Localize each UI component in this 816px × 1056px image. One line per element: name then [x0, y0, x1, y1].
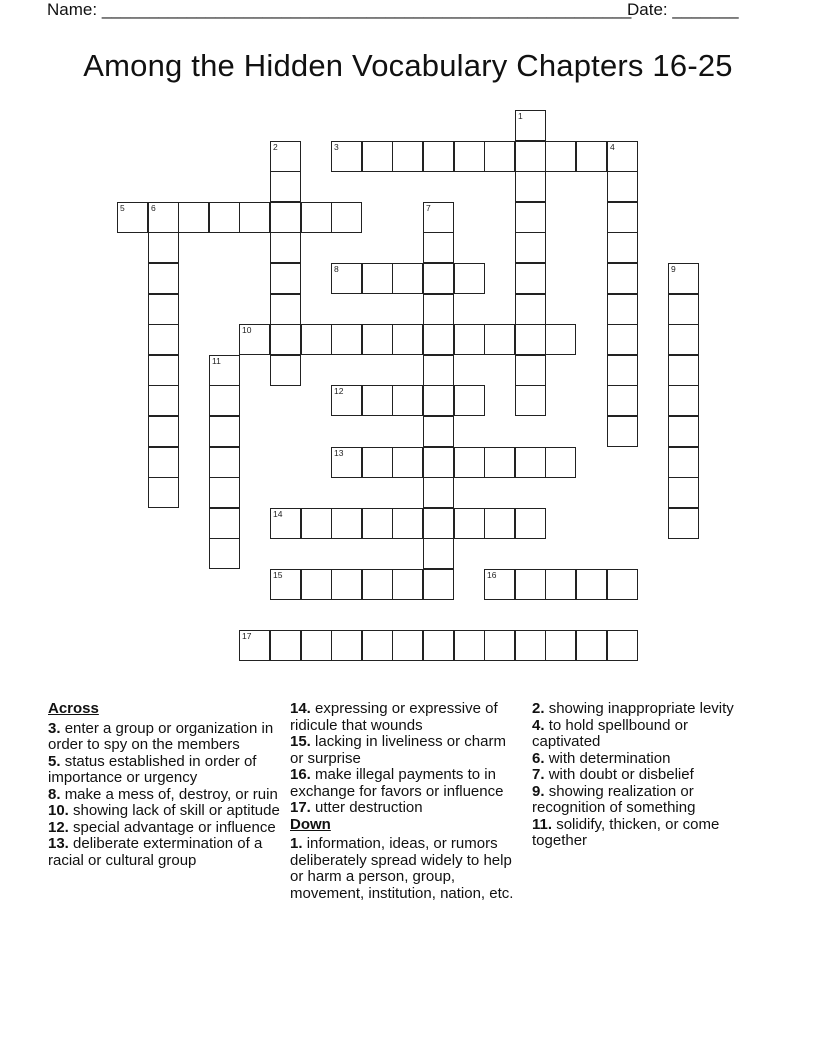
clue-number: 14	[273, 509, 283, 519]
grid-cell[interactable]	[454, 263, 485, 294]
grid-cell[interactable]	[423, 385, 454, 416]
grid-cell[interactable]	[270, 630, 301, 661]
grid-cell[interactable]	[454, 324, 485, 355]
grid-cell[interactable]	[117, 202, 148, 233]
clue-across-17: 17. utter destruction	[290, 799, 423, 816]
grid-cell[interactable]	[362, 569, 393, 600]
grid-cell[interactable]	[331, 324, 362, 355]
grid-cell[interactable]	[148, 447, 179, 478]
date-label: Date:	[627, 0, 668, 19]
clue-number: 5	[120, 203, 125, 213]
grid-cell[interactable]	[515, 508, 546, 539]
grid-cell[interactable]	[515, 355, 546, 386]
grid-cell[interactable]	[515, 385, 546, 416]
grid-cell[interactable]	[423, 630, 454, 661]
grid-cell[interactable]	[301, 508, 332, 539]
grid-cell[interactable]	[362, 508, 393, 539]
grid-cell[interactable]	[515, 110, 546, 141]
grid-cell[interactable]	[301, 202, 332, 233]
clue-number: 11	[212, 356, 221, 366]
grid-cell[interactable]	[239, 630, 270, 661]
grid-cell[interactable]	[148, 232, 179, 263]
grid-cell[interactable]	[423, 355, 454, 386]
grid-cell[interactable]	[515, 232, 546, 263]
clue-number: 8	[334, 264, 339, 274]
clue-down-7: 7. with doubt or disbelief	[532, 766, 694, 783]
grid-cell[interactable]	[668, 477, 699, 508]
grid-cell[interactable]	[423, 569, 454, 600]
grid-cell[interactable]	[515, 294, 546, 325]
grid-cell[interactable]	[545, 569, 576, 600]
grid-cell[interactable]	[545, 630, 576, 661]
grid-cell[interactable]	[454, 508, 485, 539]
grid-cell[interactable]	[331, 447, 362, 478]
grid-cell[interactable]	[515, 569, 546, 600]
name-line: ________________________________________________________	[101, 0, 632, 19]
grid-cell[interactable]	[270, 294, 301, 325]
grid-cell[interactable]	[209, 538, 240, 569]
grid-cell[interactable]	[209, 508, 240, 539]
grid-cell[interactable]	[362, 630, 393, 661]
grid-cell[interactable]	[148, 477, 179, 508]
grid-cell[interactable]	[209, 355, 240, 386]
grid-cell[interactable]	[515, 324, 546, 355]
clue-across-8: 8. make a mess of, destroy, or ruin	[48, 785, 278, 803]
grid-cell[interactable]	[270, 202, 301, 233]
name-label: Name:	[47, 0, 98, 19]
grid-cell[interactable]	[392, 263, 423, 294]
clue-across-13: 13. deliberate extermination of a racial or cultural group	[48, 835, 263, 869]
grid-cell[interactable]	[607, 630, 638, 661]
grid-cell[interactable]	[607, 569, 638, 600]
grid-cell[interactable]	[301, 630, 332, 661]
grid-cell[interactable]	[331, 263, 362, 294]
grid-cell[interactable]	[209, 416, 240, 447]
clue-across-16: 16. make illegal payments to in exchange for favors or influence	[290, 766, 504, 800]
clue-number: 6	[151, 203, 156, 213]
grid-cell[interactable]	[576, 141, 607, 172]
grid-cell[interactable]	[423, 263, 454, 294]
grid-cell[interactable]	[270, 569, 301, 600]
grid-cell[interactable]	[454, 141, 485, 172]
clue-number: 7	[426, 203, 431, 213]
grid-cell[interactable]	[148, 294, 179, 325]
grid-cell[interactable]	[668, 355, 699, 386]
grid-cell[interactable]	[331, 385, 362, 416]
grid-cell[interactable]	[515, 263, 546, 294]
grid-cell[interactable]	[301, 324, 332, 355]
grid-cell[interactable]	[392, 569, 423, 600]
grid-cell[interactable]	[545, 447, 576, 478]
grid-cell[interactable]	[392, 508, 423, 539]
grid-cell[interactable]	[392, 385, 423, 416]
grid-cell[interactable]	[209, 385, 240, 416]
clue-number: 3	[334, 142, 339, 152]
grid-cell[interactable]	[148, 416, 179, 447]
grid-cell[interactable]	[454, 385, 485, 416]
grid-cell[interactable]	[484, 324, 515, 355]
clue-number: 17	[242, 631, 252, 641]
clues-column-1	[48, 701, 284, 869]
clue-across-14: 14. expressing or expressive of ridicule that wounds	[290, 700, 498, 734]
grid-cell[interactable]	[423, 294, 454, 325]
grid-cell[interactable]	[270, 508, 301, 539]
clue-number: 2	[273, 142, 278, 152]
grid-cell[interactable]	[209, 447, 240, 478]
clue-across-12: 12. special advantage or influence	[48, 818, 276, 836]
grid-cell[interactable]	[607, 171, 638, 202]
grid-cell[interactable]	[515, 630, 546, 661]
grid-cell[interactable]	[270, 355, 301, 386]
grid-cell[interactable]	[209, 202, 240, 233]
grid-cell[interactable]	[607, 385, 638, 416]
grid-cell[interactable]	[423, 141, 454, 172]
clue-number: 16	[487, 570, 497, 580]
clues-column-2	[290, 701, 516, 902]
grid-cell[interactable]	[178, 202, 209, 233]
grid-cell[interactable]	[576, 569, 607, 600]
grid-cell[interactable]	[423, 538, 454, 569]
clue-number: 1	[518, 111, 523, 121]
grid-cell[interactable]	[607, 202, 638, 233]
grid-cell[interactable]	[668, 294, 699, 325]
grid-cell[interactable]	[576, 630, 607, 661]
grid-cell[interactable]	[454, 630, 485, 661]
grid-cell[interactable]	[148, 385, 179, 416]
across-heading: Across	[48, 700, 99, 717]
grid-cell[interactable]	[668, 447, 699, 478]
grid-cell[interactable]	[270, 232, 301, 263]
grid-cell[interactable]	[484, 569, 515, 600]
clue-number: 9	[671, 264, 676, 274]
grid-cell[interactable]	[515, 141, 546, 172]
grid-cell[interactable]	[148, 263, 179, 294]
grid-cell[interactable]	[362, 447, 393, 478]
page-title: Among the Hidden Vocabulary Chapters 16-25	[83, 48, 733, 83]
grid-cell[interactable]	[362, 324, 393, 355]
grid-cell[interactable]	[270, 263, 301, 294]
grid-cell[interactable]	[607, 355, 638, 386]
clue-number: 4	[610, 142, 615, 152]
grid-cell[interactable]	[270, 141, 301, 172]
grid-cell[interactable]	[668, 263, 699, 294]
grid-cell[interactable]	[545, 324, 576, 355]
grid-cell[interactable]	[392, 447, 423, 478]
grid-cell[interactable]	[454, 447, 485, 478]
grid-cell[interactable]	[423, 202, 454, 233]
clue-number: 10	[242, 325, 252, 335]
grid-cell[interactable]	[484, 141, 515, 172]
grid-cell[interactable]	[148, 202, 179, 233]
grid-cell[interactable]	[270, 171, 301, 202]
clue-number: 13	[334, 448, 344, 458]
grid-cell[interactable]	[392, 630, 423, 661]
clue-down-9: 9. showing realization or recognition of something	[532, 782, 696, 816]
grid-cell[interactable]	[423, 508, 454, 539]
grid-cell[interactable]	[484, 508, 515, 539]
clue-across-5: 5. status established in order of importance or urgency	[48, 752, 257, 786]
clue-number: 12	[334, 386, 344, 396]
clue-down-11: 11. solidify, thicken, or come together	[532, 815, 720, 849]
clue-down-1: 1. information, ideas, or rumors deliberately spread widely to help or harm a person, group, movement, institution, nation, etc.	[290, 835, 514, 902]
clue-down-2: 2. showing inappropriate levity	[532, 700, 734, 717]
grid-cell[interactable]	[607, 232, 638, 263]
grid-cell[interactable]	[239, 202, 270, 233]
grid-cell[interactable]	[301, 569, 332, 600]
grid-cell[interactable]	[545, 141, 576, 172]
grid-cell[interactable]	[362, 141, 393, 172]
clues-column-3	[532, 701, 758, 850]
date-line: _______	[672, 0, 739, 19]
grid-cell[interactable]	[148, 355, 179, 386]
grid-cell[interactable]	[668, 508, 699, 539]
clue-across-3: 3. enter a group or organization in order to spy on the members	[48, 719, 274, 753]
grid-cell[interactable]	[392, 324, 423, 355]
grid-cell[interactable]	[484, 630, 515, 661]
grid-cell[interactable]	[607, 294, 638, 325]
grid-cell[interactable]	[515, 171, 546, 202]
grid-cell[interactable]	[423, 324, 454, 355]
grid-cell[interactable]	[270, 324, 301, 355]
grid-cell[interactable]	[423, 447, 454, 478]
grid-cell[interactable]	[331, 569, 362, 600]
grid-cell[interactable]	[362, 263, 393, 294]
grid-cell[interactable]	[331, 202, 362, 233]
clue-number: 15	[273, 570, 283, 580]
grid-cell[interactable]	[668, 324, 699, 355]
grid-cell[interactable]	[515, 447, 546, 478]
grid-cell[interactable]	[392, 141, 423, 172]
grid-cell[interactable]	[668, 416, 699, 447]
clue-across-10: 10. showing lack of skill or aptitude	[48, 802, 280, 819]
grid-cell[interactable]	[668, 385, 699, 416]
grid-cell[interactable]	[209, 477, 240, 508]
clue-down-6: 6. with determination	[532, 749, 671, 767]
grid-cell[interactable]	[331, 141, 362, 172]
grid-cell[interactable]	[362, 385, 393, 416]
clue-across-15: 15. lacking in liveliness or charm or surprise	[290, 733, 506, 767]
grid-cell[interactable]	[607, 416, 638, 447]
grid-cell[interactable]	[331, 508, 362, 539]
grid-cell[interactable]	[423, 416, 454, 447]
grid-cell[interactable]	[607, 141, 638, 172]
grid-cell[interactable]	[423, 477, 454, 508]
grid-cell[interactable]	[607, 263, 638, 294]
grid-cell[interactable]	[331, 630, 362, 661]
grid-cell[interactable]	[148, 324, 179, 355]
grid-cell[interactable]	[515, 202, 546, 233]
grid-cell[interactable]	[484, 447, 515, 478]
grid-cell[interactable]	[239, 324, 270, 355]
clue-down-4: 4. to hold spellbound or captivated	[532, 716, 688, 750]
grid-cell[interactable]	[423, 232, 454, 263]
down-heading: Down	[290, 815, 331, 833]
grid-cell[interactable]	[607, 324, 638, 355]
